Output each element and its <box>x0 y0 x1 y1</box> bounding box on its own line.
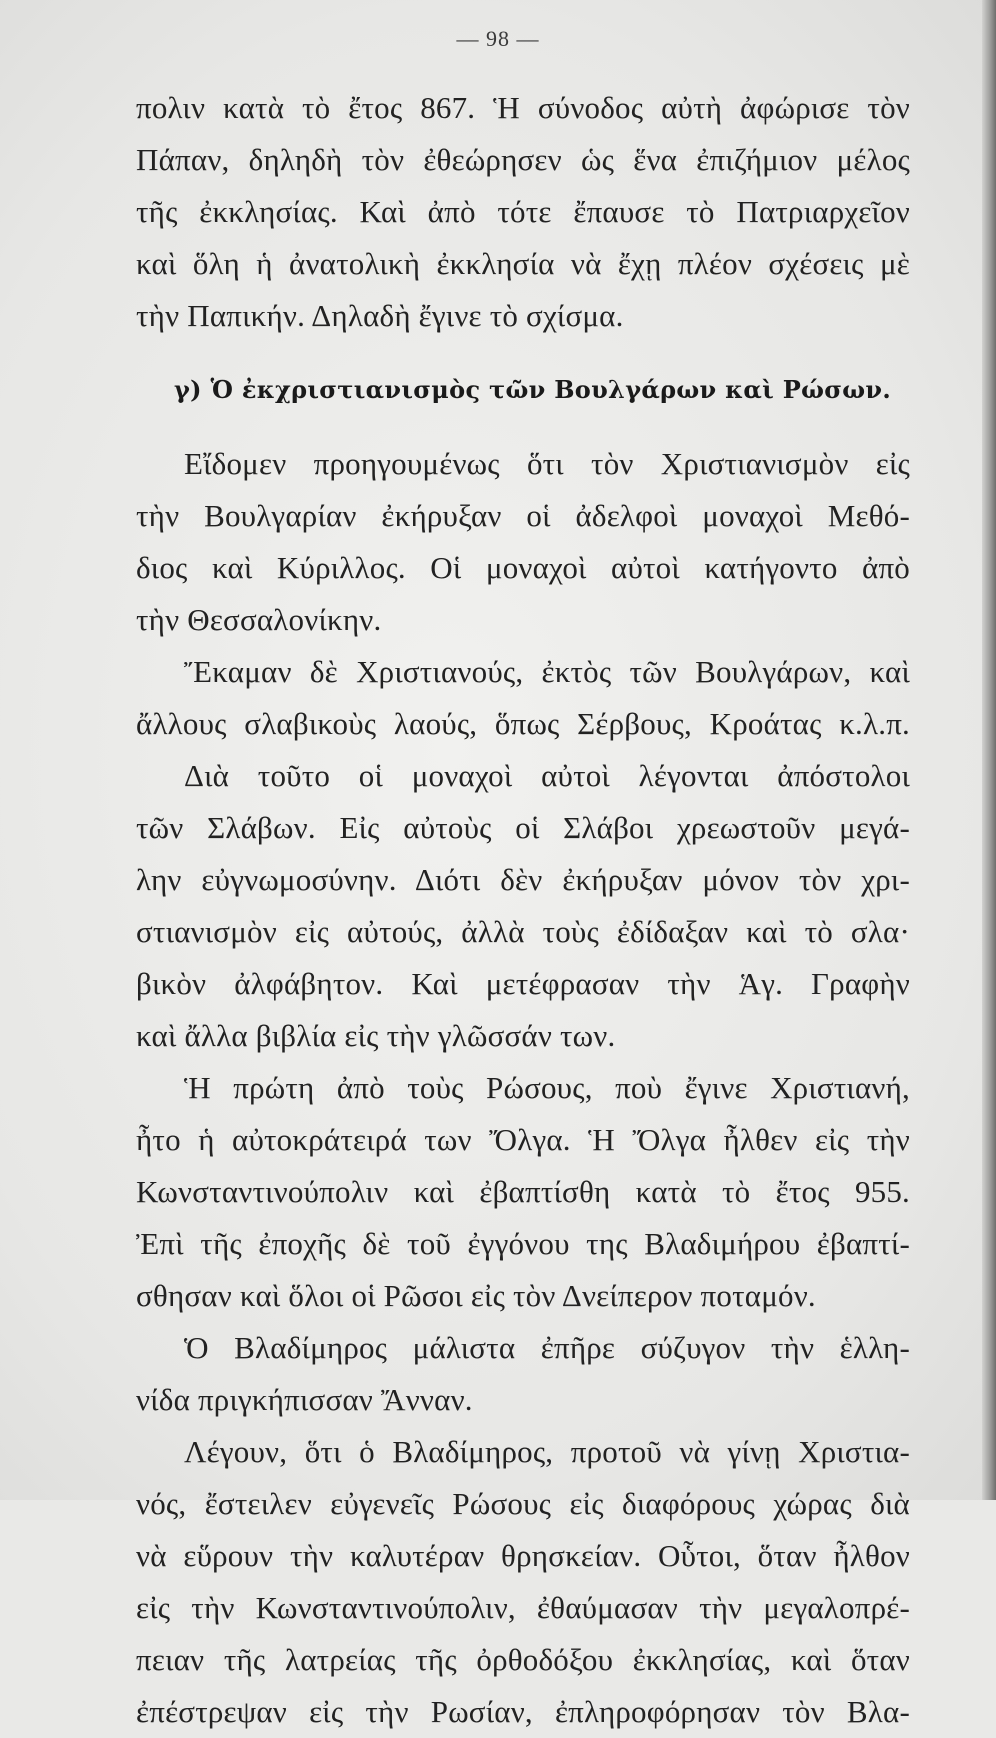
text-line: τῶν Σλάβων. Εἰς αὐτοὺς οἱ Σλάβοι χρεωστοῦν μεγά- <box>136 810 910 845</box>
page-number: — 98 — <box>456 26 540 51</box>
text-line: τὴν Θεσσαλονίκην. <box>136 602 382 637</box>
text-line: πολιν κατὰ τὸ ἔτος 867. Ἡ σύνοδος αὐτὴ ἀφώρισε τὸν <box>136 90 910 125</box>
text-line: Ἔκαμαν δὲ Χριστιανούς, ἐκτὸς τῶν Βουλγάρων, καὶ <box>184 654 910 689</box>
text-line: πειαν τῆς λατρείας τῆς ὀρθοδόξου ἐκκλησίας, καὶ ὅταν <box>136 1642 910 1677</box>
text-line: Πάπαν, δηληδὴ τὸν ἐθεώρησεν ὡς ἕνα ἐπιζήμιον μέλος <box>136 142 910 177</box>
text-line: Ἡ πρώτη ἀπὸ τοὺς Ρώσους, ποὺ ἔγινε Χριστιανή, <box>184 1070 910 1105</box>
text-line: στιανισμὸν εἰς αὐτούς, ἀλλὰ τοὺς ἐδίδαξαν καὶ τὸ σλα· <box>136 914 910 949</box>
text-line: ἄλλους σλαβικοὺς λαούς, ὅπως Σέρβους, Κροάτας κ.λ.π. <box>136 706 910 741</box>
text-line: νός, ἔστειλεν εὐγενεῖς Ρώσους εἰς διαφόρους χώρας διὰ <box>136 1486 910 1521</box>
text-line: σθησαν καὶ ὅλοι οἱ Ρῶσοι εἰς τὸν Δνείπερον ποταμόν. <box>136 1278 816 1313</box>
text-line: καὶ ὅλη ἡ ἀνατολικὴ ἐκκλησία νὰ ἔχῃ πλέον σχέσεις μὲ <box>136 246 910 281</box>
text-line: λην εὐγνωμοσύνην. Διότι δὲν ἐκήρυξαν μόνον τὸν χρι- <box>136 862 910 897</box>
text-line: βικὸν ἀλφάβητον. Καὶ μετέφρασαν τὴν Ἁγ. Γραφὴν <box>136 966 910 1001</box>
text-line: ἦτο ἡ αὐτοκράτειρά των Ὄλγα. Ἡ Ὄλγα ἦλθεν εἰς τὴν <box>136 1122 910 1157</box>
text-line: καὶ ἄλλα βιβλία εἰς τὴν γλῶσσάν των. <box>136 1018 616 1053</box>
text-line: Λέγουν, ὅτι ὁ Βλαδίμηρος, προτοῦ νὰ γίνῃ Χριστια- <box>184 1434 910 1469</box>
text-line: τῆς ἐκκλησίας. Καὶ ἀπὸ τότε ἔπαυσε τὸ Πατριαρχεῖον <box>136 194 910 229</box>
text-line: Διὰ τοῦτο οἱ μοναχοὶ αὐτοὶ λέγονται ἀπόστολοι <box>184 758 910 793</box>
text-line: τὴν Παπικήν. Δηλαδὴ ἔγινε τὸ σχίσμα. <box>136 298 624 333</box>
section-heading: γ) Ὁ ἐκχριστιανισμὸς τῶν Βουλγάρων καὶ Ρώσων. <box>174 375 891 404</box>
text-line: νὰ εὕρουν τὴν καλυτέραν θρησκείαν. Οὗτοι, ὅταν ἦλθον <box>136 1538 910 1573</box>
text-line: νίδα πριγκήπισσαν Ἄνναν. <box>136 1382 473 1417</box>
text-line: διος καὶ Κύριλλος. Οἱ μοναχοὶ αὐτοὶ κατήγοντο ἀπὸ <box>136 550 910 585</box>
text-line: τὴν Βουλγαρίαν ἐκήρυξαν οἱ ἀδελφοὶ μοναχοὶ Μεθό- <box>136 498 910 533</box>
text-line: Ἐπὶ τῆς ἐποχῆς δὲ τοῦ ἐγγόνου της Βλαδιμήρου ἐβαπτί- <box>136 1226 910 1261</box>
text-line: Εἴδομεν προηγουμένως ὅτι τὸν Χριστιανισμὸν εἰς <box>184 446 910 481</box>
text-line: Ὁ Βλαδίμηρος μάλιστα ἐπῆρε σύζυγον τὴν ἑλλη- <box>184 1330 910 1365</box>
text-line: εἰς τὴν Κωνσταντινούπολιν, ἐθαύμασαν τὴν μεγαλοπρέ- <box>136 1590 910 1625</box>
text-line: ἐπέστρεψαν εἰς τὴν Ρωσίαν, ἐπληροφόρησαν τὸν Βλα- <box>136 1694 910 1729</box>
page-text <box>136 82 910 1738</box>
text-line: Κωνσταντινούπολιν καὶ ἐβαπτίσθη κατὰ τὸ ἔτος 955. <box>136 1174 910 1209</box>
page-edge <box>982 0 996 1500</box>
